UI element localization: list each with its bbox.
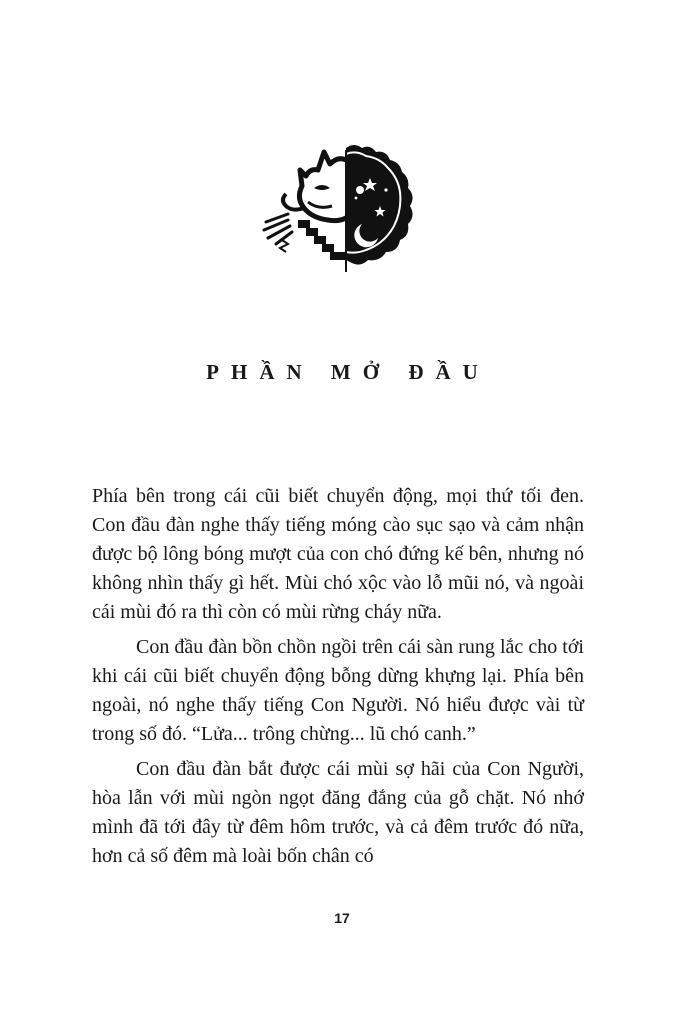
paragraph: Con đầu đàn bồn chồn ngồi trên cái sàn rung lắc cho tới khi cái cũi biết chuyển động bỗng dừng khựng lại. Phía bên ngoài, nó nghe thấy tiếng Con Người. Nó hiểu được vài từ trong số đó. “Lửa... trông chừng... lũ chó canh.” xyxy=(92,636,584,745)
body-text xyxy=(92,482,584,877)
paragraph: Con đầu đàn bắt được cái mùi sợ hãi của Con Người, hòa lẫn với mùi ngòn ngọt đăng đắng của gỗ chặt. Nó nhớ mình đã tới đây từ đêm hôm trước, và cả đêm trước đó nữa, hơn cả số đêm mà loài bốn chân có xyxy=(92,758,584,867)
paragraph: Phía bên trong cái cũi biết chuyển động, mọi thứ tối đen. Con đầu đàn nghe thấy tiếng móng cào sục sạo và cảm nhận được bộ lông bóng mượt của con chó đứng kế bên, nhưng nó không nhìn thấy gì hết. Mùi chó xộc vào lỗ mũi nó, và ngoài cái mùi đó ra thì còn có mùi rừng cháy nữa. xyxy=(92,485,584,623)
chapter-title: PHẦN MỞ ĐẦU xyxy=(206,360,490,384)
wolf-dog-emblem-icon xyxy=(258,140,420,276)
page-number: 17 xyxy=(334,910,350,926)
